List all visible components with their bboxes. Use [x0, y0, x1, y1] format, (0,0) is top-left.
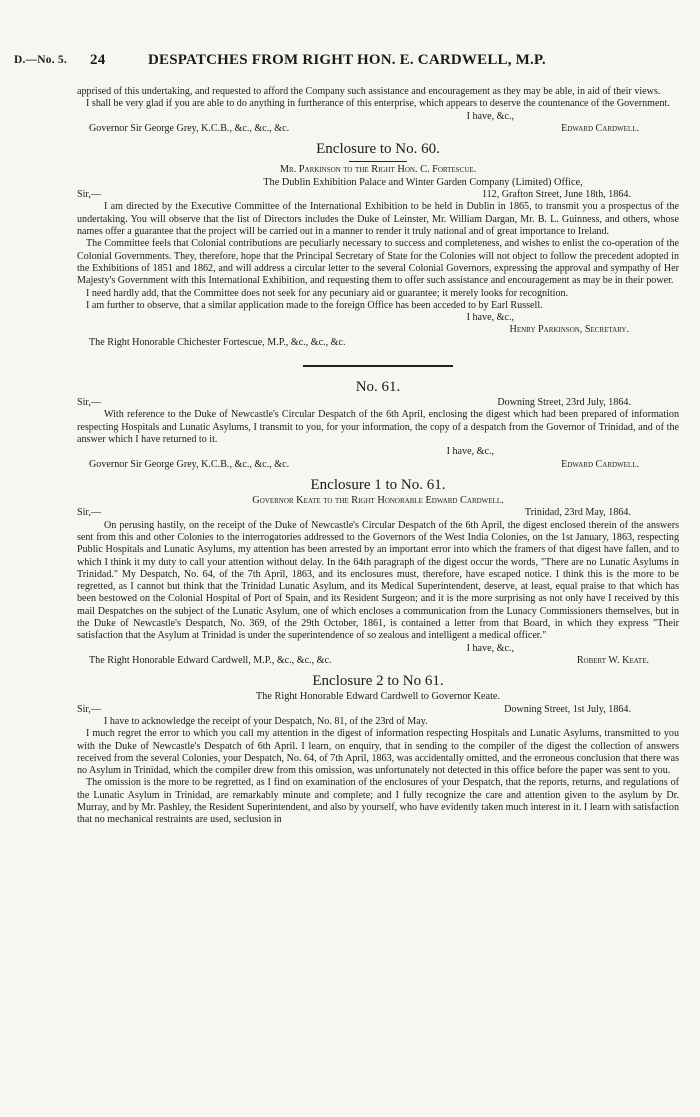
- letter-address: Trinidad, 23rd May, 1864.: [524, 507, 631, 519]
- enclosure-2-from: The Right Honorable Edward Cardwell to Governor Keate.: [255, 691, 501, 703]
- page-number: 24: [90, 52, 106, 68]
- enclosure-2-paragraph-1: I have to acknowledge the receipt of your Despatch, No. 81, of the 23rd of May.: [104, 715, 428, 727]
- enclosure-1-paragraph-1: On perusing hastily, on the receipt of the Duke of Newcastle's Circular Despatch of the 6th April, the digest enclosed therein of the answers sent from this and other Colonies to the interrogatories addressed to the Governors of the West India Colonies, on the 1st January, 1863, respecting Public Hospitals and Lunatic Asylums, my attention has been arrested by an important error into which the framers of that digest have fallen, and to which I think it my duty to call your attention without delay. In the 64th paragraph of the digest occur the words, "There are no Lunatic Asylums in Trinidad." My Despatch, No. 64, of the 7th April, 1863, and its enclosures must, therefore, have escaped notice. I think this is the more to be regretted, as I cannot but think that the Trinidad Lunatic Asylum, and its Medical Superintendent, deserve, at least, equal praise to that which has been bestowed on the Colonial Hospital of Port of Spain, and its Resident Surgeon; and it is the more surprising as not only have I received by this mail Despatches on the subject of the Lunatic Asylum, one of which encloses a communication from the Lunacy Commissioners themselves, but in the Duke of Newcastle's Despatch, No. 369, of the 29th October, 1861, is contained a letter from that Board, in which they express "Their satisfaction that the Asylum at Trinidad is under the superintendence of so zealous and intelligent a medical officer.": [77, 519, 679, 642]
- no-61-addressee: Governor Sir George Grey, K.C.B., &c., &c., &c.: [89, 458, 290, 470]
- letter-address: 112, Grafton Street, June 18th, 1864.: [481, 189, 631, 201]
- intro-paragraph-2: I shall be very glad if you are able to do anything in furtherance of this enterprise, which appears to deserve the countenance of the Government.: [86, 98, 670, 110]
- enclosure-60-paragraph-2: The Committee feels that Colonial contributions are peculiarly necessary to success and completeness, and wishes to enlist the co-operation of the Colonial Governments. They, therefore, hope that the Principal Secretary of State for the Colonies will not object to follow the precedent adopted in the Exhibitions of 1851 and 1862, and will address a circular letter to the several Colonial Governors, expressing the approval and sympathy of Her Majesty's Government with this International Exhibition, and requesting them to offer such assistance and encouragement as may be in their power.: [77, 238, 679, 287]
- enclosure-1-signature-line: [77, 655, 679, 667]
- running-title: DESPATCHES FROM RIGHT HON. E. CARDWELL, M.P.: [148, 52, 546, 68]
- letter-address: Downing Street, 23rd July, 1864.: [497, 397, 631, 409]
- salutation: Sir,—: [77, 397, 101, 409]
- section-rule: [303, 365, 453, 367]
- intro-addressee: Governor Sir George Grey, K.C.B., &c., &c., &c.: [89, 122, 290, 134]
- enclosure-60-paragraph-3: I need hardly add, that the Committee does not seek for any pecuniary aid or guarantee; it merely looks for recognition.: [86, 287, 569, 299]
- no-61-signature: Edward Cardwell.: [561, 458, 639, 470]
- enclosure-1-valediction: I have, &c.,: [466, 642, 514, 654]
- enclosure-60-from: Mr. Parkinson to the Right Hon. C. Fortescue.: [279, 164, 477, 176]
- no-61-heading: No. 61.: [355, 379, 401, 396]
- document-body: [77, 86, 679, 827]
- enclosure-2-paragraph-3: The omission is the more to be regretted, as I find on examination of the enclosures of your Despatch, that the reports, returns, and regulations of the Lunatic Asylum in Trinidad, are remarkably minute and complete; and I fully recognize the care and attention given to the asylum by Dr. Murray, and by Mr. Pashley, the Resident Superintendent, and also by yourself, who have evidently taken much interest in it. I learn with satisfaction that no mechanical restraints are used, seclusion in: [77, 777, 679, 826]
- intro-valediction: I have, &c.,: [466, 110, 514, 122]
- intro-signature-line: [77, 123, 679, 135]
- heading-rule: [349, 161, 407, 162]
- intro-paragraph-1: apprised of this undertaking, and requested to afford the Company such assistance and encouragement as they may be able, in aid of their views.: [77, 86, 661, 97]
- page-header: [0, 52, 700, 74]
- enclosure-1-salutation-line: [77, 507, 679, 519]
- enclosure-60-signature: Henry Parkinson, Secretary.: [509, 324, 629, 336]
- salutation: Sir,—: [77, 703, 101, 715]
- enclosure-2-paragraph-2: I much regret the error to which you call my attention in the digest of information respecting Hospitals and Lunatic Asylums, transmitted to you with the Duke of Newcastle's Despatch of 6th April. I learn, on enquiry, that in sending to the compiler of the digest the collection of answers received from the several Colonies, your Despatch, No. 64, of 7th April, 1863, was accidentally omitted, and the erroneous conclusion that there was no Asylum in Trinidad, which the compiler drew from this omission, was unfortunately not detected in this office before the paper was sent to you.: [77, 728, 679, 777]
- no-61-valediction: I have, &c.,: [446, 446, 494, 458]
- enclosure-60-paragraph-4: I am further to observe, that a similar application made to the foreign Office has been acceded to by Earl Russell.: [86, 299, 543, 311]
- enclosure-1-from: Governor Keate to the Right Honorable Edward Cardwell.: [252, 494, 504, 506]
- enclosure-1-signature: Robert W. Keate.: [576, 654, 649, 666]
- document-number: D.—No. 5.: [14, 54, 67, 66]
- enclosure-60-valediction: I have, &c.,: [466, 312, 514, 324]
- enclosure-60-addressee: The Right Honorable Chichester Fortescue, M.P., &c., &c., &c.: [89, 336, 346, 348]
- enclosure-2-heading: Enclosure 2 to No 61.: [312, 673, 444, 690]
- intro-signature: Edward Cardwell.: [561, 122, 639, 134]
- enclosure-1-heading: Enclosure 1 to No. 61.: [310, 476, 446, 493]
- enclosure-60-org: The Dublin Exhibition Palace and Winter Garden Company (Limited) Office,: [263, 176, 583, 188]
- enclosure-2-salutation-line: [77, 704, 679, 716]
- enclosure-60-heading: Enclosure to No. 60.: [316, 141, 440, 158]
- salutation: Sir,—: [77, 189, 101, 201]
- no-61-salutation-line: [77, 397, 679, 409]
- enclosure-1-addressee: The Right Honorable Edward Cardwell, M.P., &c., &c., &c.: [89, 654, 332, 666]
- letter-address: Downing Street, 1st July, 1864.: [504, 703, 631, 715]
- enclosure-60-paragraph-1: I am directed by the Executive Committee of the International Exhibition to be held in Dublin in 1865, to transmit you a prospectus of the undertaking. You will observe that the list of Directors includes the Duke of Leinster, Mr. William Dargan, Mr. B. L. Guinness, and others, whose names offer a guarantee that the project will be carried out in a manner to render it truly national and of great importance to Ireland.: [77, 201, 679, 238]
- no-61-paragraph-1: With reference to the Duke of Newcastle's Circular Despatch of the 6th April, enclosing the digest which had been prepared of information respecting Hospitals and Lunatic Asylums, I transmit to you, for your information, the copy of a despatch from the Governor of Trinidad, and of the answer which I have returned to it.: [77, 409, 679, 445]
- no-61-signature-line: [77, 459, 679, 471]
- enclosure-60-salutation-line: [77, 189, 679, 201]
- salutation: Sir,—: [77, 507, 101, 519]
